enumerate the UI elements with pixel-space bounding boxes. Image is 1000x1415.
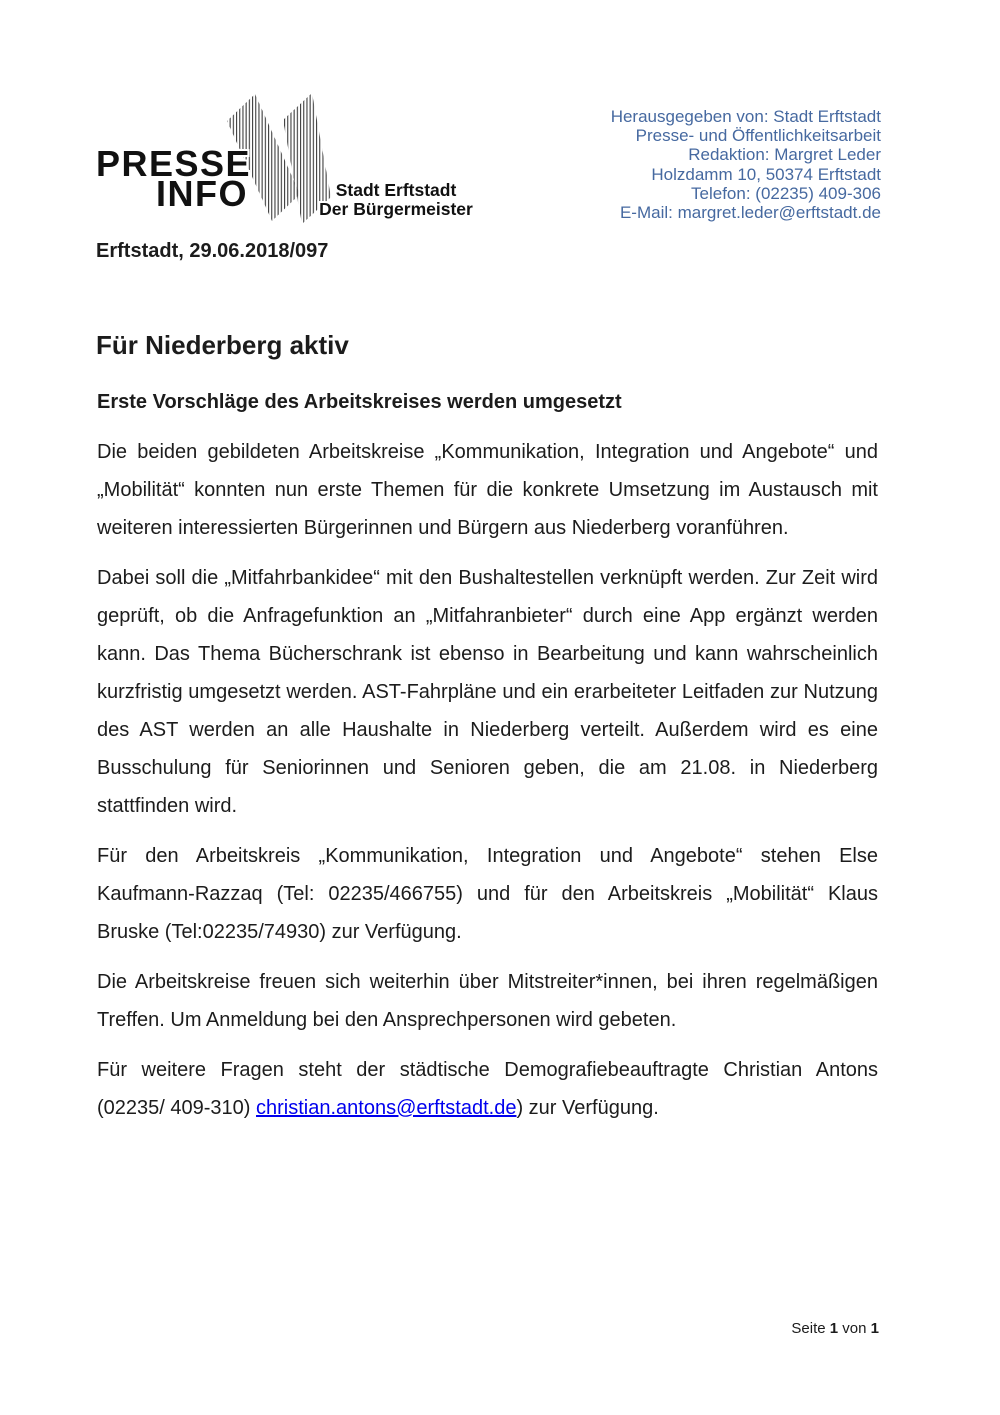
logo-org-line1: Stadt Erftstadt [335, 180, 457, 200]
footer-current-page: 1 [829, 1320, 839, 1337]
article-subtitle: Erste Vorschläge des Arbeitskreises werden umgesetzt [97, 391, 622, 413]
masthead-contact-block [611, 107, 881, 222]
masthead-address: Holzdamm 10, 50374 Erftstadt [651, 164, 881, 184]
logo-organization [308, 181, 484, 219]
masthead-editor: Redaktion: Margret Leder [688, 145, 881, 165]
masthead-department: Presse- und Öffentlichkeitsarbeit [635, 126, 881, 146]
paragraph-3: Für den Arbeitskreis „Kommunikation, Integration und Angebote“ stehen Else Kaufmann-Razzaq (Tel: 02235/466755) und für den Arbeitskreis „Mobilität“ Klaus Bruske (Tel:02235/74930) zur Verfügung. [97, 845, 878, 943]
paragraph-5-text-after: ) zur Verfügung. [516, 1097, 659, 1119]
footer-word-page: Seite [791, 1320, 826, 1337]
paragraph-5 [97, 1051, 878, 1127]
footer-word-of: von [842, 1320, 867, 1337]
article-body [97, 383, 878, 1139]
footer-total-pages: 1 [870, 1320, 879, 1337]
paragraph-4: Die Arbeitskreise freuen sich weiterhin über Mitstreiter*innen, bei ihren regelmäßigen Treffen. Um Anmeldung bei den Ansprechpersonen wird gebeten. [97, 971, 878, 1031]
dateline: Erftstadt, 29.06.2018/097 [96, 240, 329, 262]
logo-org-line2: Der Bürgermeister [319, 199, 473, 219]
paragraph-1: Die beiden gebildeten Arbeitskreise „Kommunikation, Integration und Angebote“ und „Mobilität“ konnten nun erste Themen für die konkrete Umsetzung im Austausch mit weiteren interessierten Bürgerinnen und Bürgern aus Niederberg voranführen. [97, 441, 878, 539]
logo-info-text: INFO [156, 173, 248, 214]
page-number-footer [791, 1320, 879, 1337]
logo-presse-text: PRESSE [96, 143, 252, 184]
masthead-publisher: Herausgegeben von: Stadt Erftstadt [610, 107, 881, 126]
masthead-email: E-Mail: margret.leder@erftstadt.de [619, 203, 881, 223]
masthead-phone: Telefon: (02235) 409-306 [691, 183, 881, 203]
paragraph-5-text-before: Für weitere Fragen steht der städtische Demografiebeauftragte Christian Antons (02235/ 409-310) [97, 1059, 878, 1119]
paragraph-2: Dabei soll die „Mitfahrbankidee“ mit den Bushaltestellen verknüpft werden. Zur Zeit wird geprüft, ob die Anfragefunktion an „Mitfahranbieter“ durch eine App ergänzt werden kann. Das Thema Bücherschrank ist ebenso in Bearbeitung und kann wahrscheinlich kurzfristig umgesetzt werden. AST-Fahrpläne und ein erarbeiteter Leitfaden zur Nutzung des AST werden an alle Haushalte in Niederberg verteilt. Außerdem wird es eine Busschulung für Seniorinnen und Senioren geben, die am 21.08. in Niederberg stattfinden wird. [97, 567, 878, 817]
email-link[interactable]: christian.antons@erftstadt.de [256, 1097, 517, 1119]
page-title: Für Niederberg aktiv [96, 330, 349, 360]
